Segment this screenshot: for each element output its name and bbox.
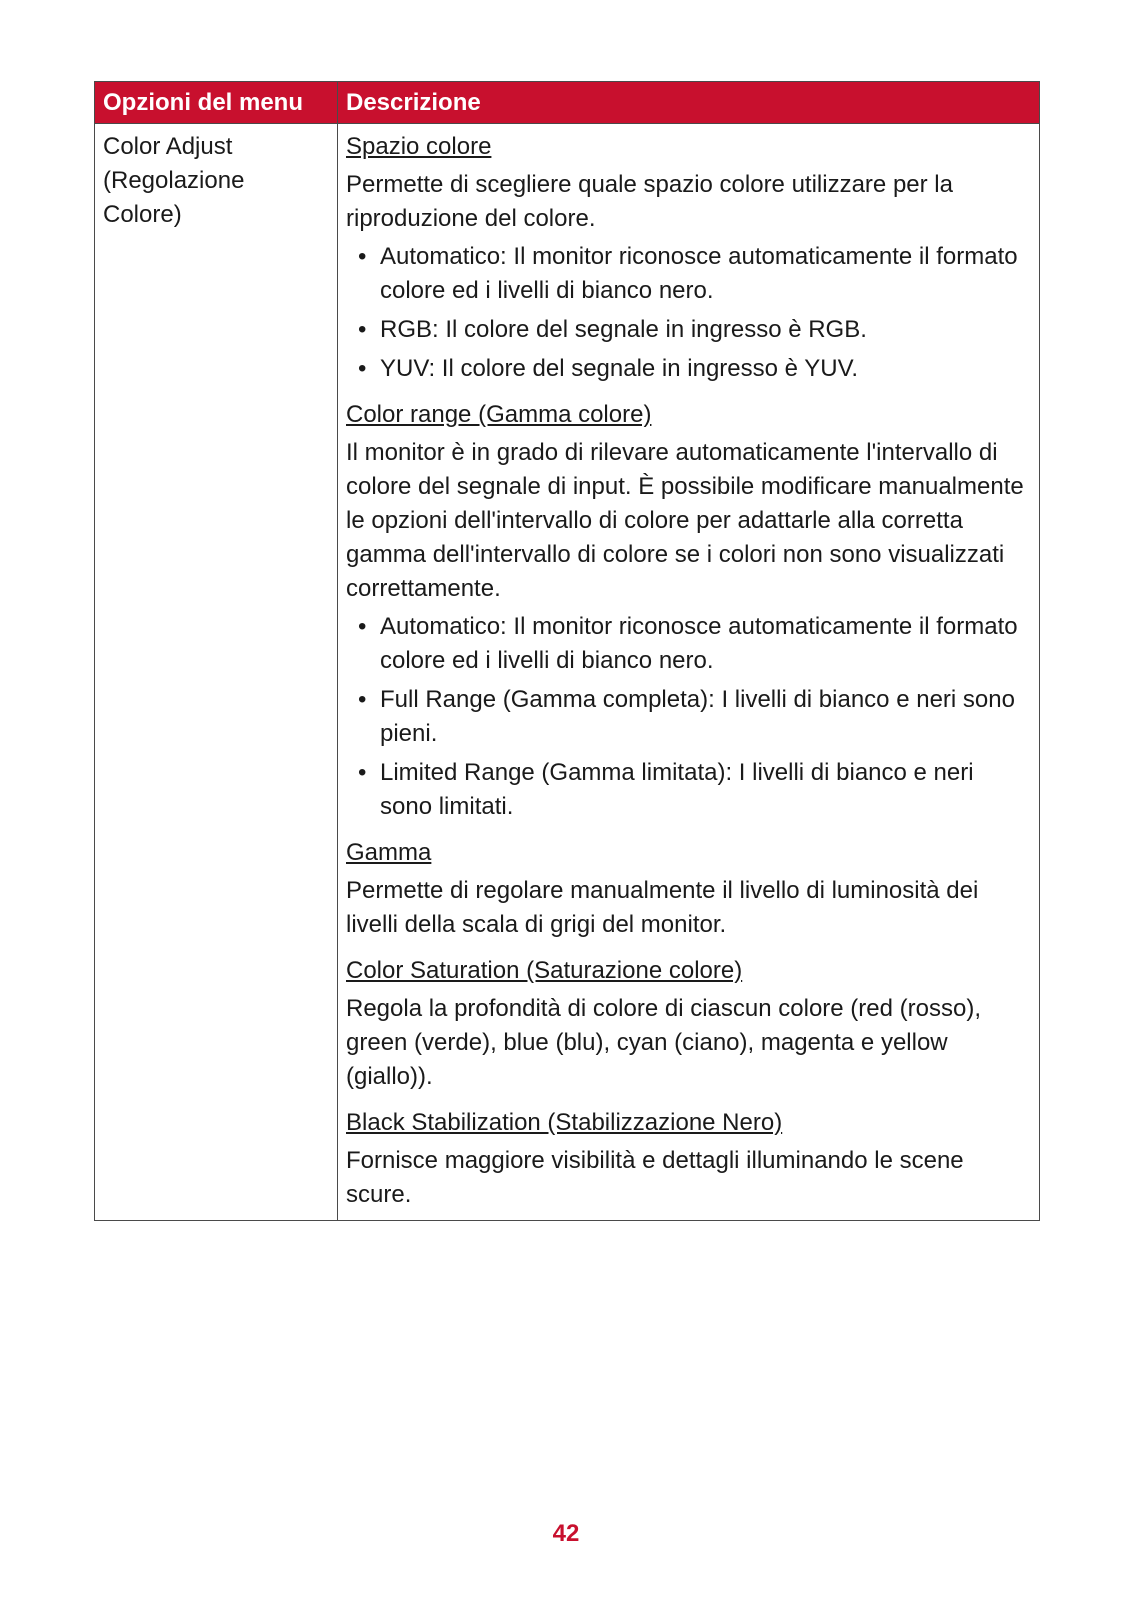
section-title: Spazio colore bbox=[346, 133, 492, 160]
description-section bbox=[346, 130, 1031, 386]
description-section bbox=[346, 836, 1031, 942]
description-cell bbox=[338, 124, 1040, 1221]
menu-option-name: Color Adjust (Regolazione Colore) bbox=[103, 133, 245, 228]
bullet-item: • Full Range (Gamma completa): I livelli di bianco e neri sono pieni. bbox=[346, 683, 1031, 751]
section-title: Gamma bbox=[346, 839, 432, 866]
section-title: Black Stabilization (Stabilizzazione Nero) bbox=[346, 1109, 783, 1136]
section-description: Fornisce maggiore visibilità e dettagli illuminando le scene scure. bbox=[346, 1147, 964, 1208]
section-title: Color Saturation (Saturazione colore) bbox=[346, 957, 743, 984]
table-row bbox=[95, 124, 1040, 1221]
section-description: Permette di scegliere quale spazio colore utilizzare per la riproduzione del colore. bbox=[346, 171, 953, 232]
bullet-item: • RGB: Il colore del segnale in ingresso è RGB. bbox=[346, 313, 1031, 347]
section-description: Permette di regolare manualmente il livello di luminosità dei livelli della scala di grigi del monitor. bbox=[346, 877, 979, 938]
bullet-list bbox=[346, 240, 1031, 386]
menu-options-table bbox=[94, 81, 1040, 1221]
header-menu-options: Opzioni del menu bbox=[95, 82, 338, 124]
bullet-item: • Automatico: Il monitor riconosce automaticamente il formato colore ed i livelli di bianco nero. bbox=[346, 240, 1031, 308]
section-title: Color range (Gamma colore) bbox=[346, 401, 652, 428]
description-section bbox=[346, 398, 1031, 824]
menu-option-cell bbox=[95, 124, 338, 1221]
bullet-item: • Limited Range (Gamma limitata): I livelli di bianco e neri sono limitati. bbox=[346, 756, 1031, 824]
bullet-item: • YUV: Il colore del segnale in ingresso è YUV. bbox=[346, 352, 1031, 386]
bullet-list bbox=[346, 610, 1031, 824]
section-description: Regola la profondità di colore di ciascun colore (red (rosso), green (verde), blue (blu), cyan (ciano), magenta e yellow (giallo)). bbox=[346, 995, 981, 1090]
description-sections bbox=[346, 130, 1031, 1212]
page-number: 42 bbox=[552, 1520, 580, 1547]
description-section bbox=[346, 954, 1031, 1094]
bullet-item: • Automatico: Il monitor riconosce automaticamente il formato colore ed i livelli di bianco nero. bbox=[346, 610, 1031, 678]
section-description: Il monitor è in grado di rilevare automaticamente l'intervallo di colore del segnale di input. È possibile modificare manualmente le opzioni dell'intervallo di colore per adattarle alla corretta gamma dell'intervallo di colore se i colori non sono visualizzati correttamente. bbox=[346, 439, 1024, 602]
description-section bbox=[346, 1106, 1031, 1212]
header-description: Descrizione bbox=[338, 82, 1040, 124]
table-header-row bbox=[95, 82, 1040, 124]
